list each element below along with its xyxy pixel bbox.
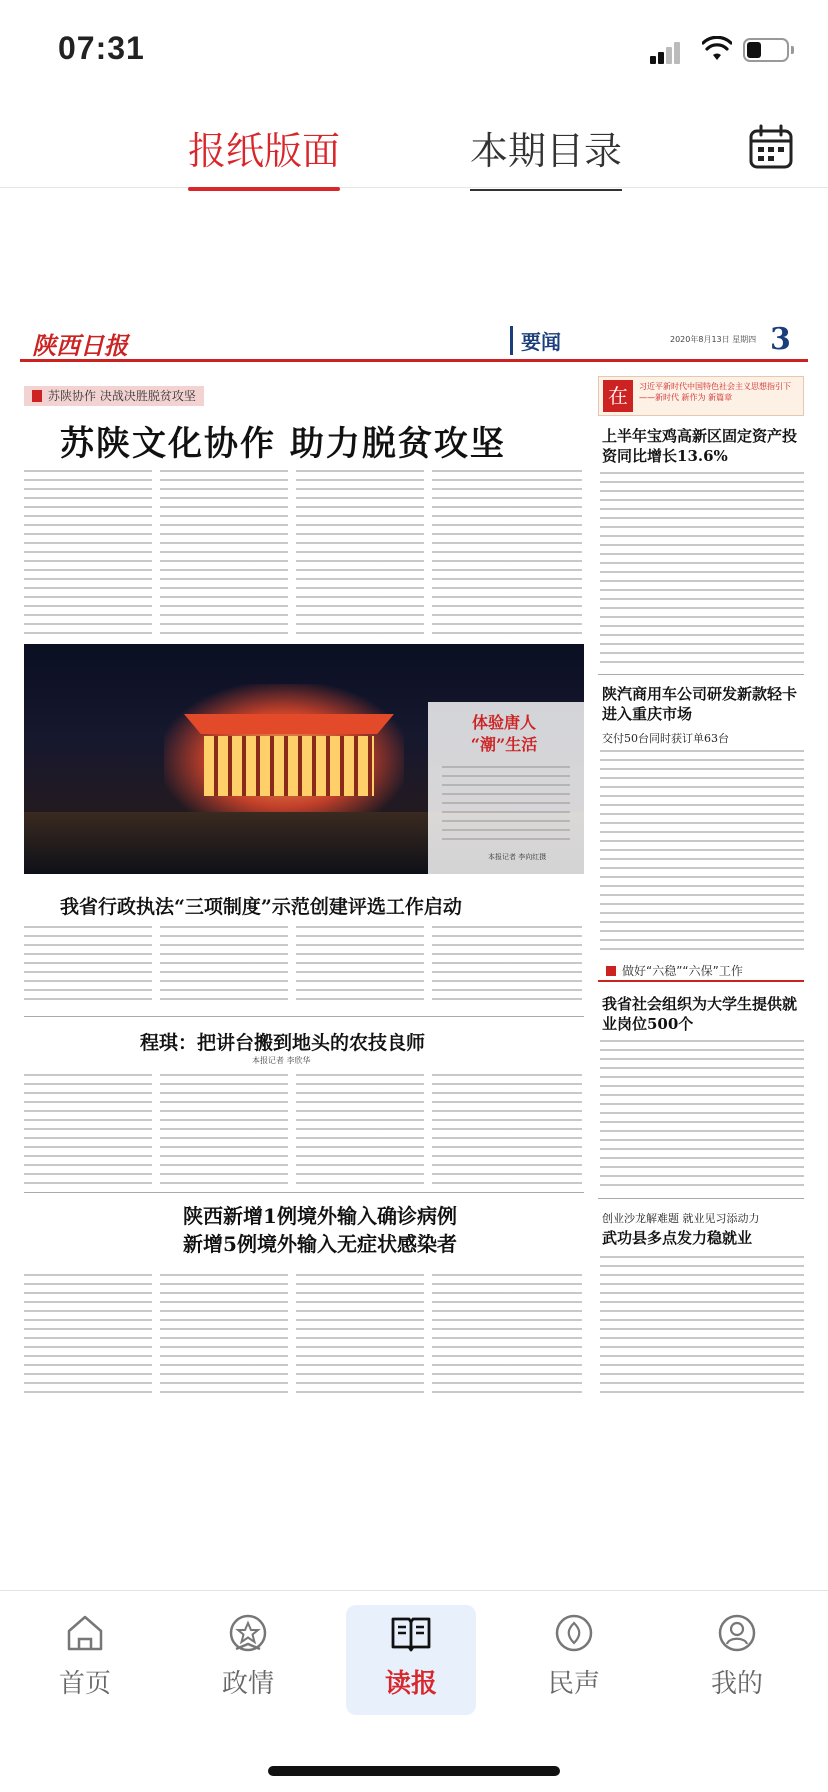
- article-body: [24, 470, 152, 636]
- home-indicator[interactable]: [268, 1766, 560, 1776]
- nav-label: 首页: [58, 1669, 111, 1699]
- photo-caption-line-1: 体验唐人: [471, 713, 536, 732]
- page-number: 3: [770, 322, 791, 357]
- book-icon: [389, 1611, 433, 1655]
- article-body: [296, 926, 424, 1006]
- right-story-2[interactable]: 陕汽商用车公司研发新款轻卡进入重庆市场: [602, 685, 798, 723]
- article-body: [160, 470, 288, 636]
- photo-caption-panel: [428, 702, 584, 874]
- article-body: [160, 1274, 288, 1394]
- column-tag: 做好“六稳”“六保”工作: [598, 962, 804, 982]
- headline-third-byline: 本报记者 李欣华: [252, 1056, 311, 1065]
- nav-home[interactable]: [20, 1605, 150, 1715]
- article-body: [600, 1256, 804, 1396]
- nav-read-paper[interactable]: [346, 1605, 476, 1715]
- article-body: [296, 1274, 424, 1394]
- nav-label: 读报: [384, 1669, 437, 1699]
- divider: [24, 1192, 584, 1193]
- megaphone-icon: [552, 1611, 596, 1655]
- article-body: [432, 470, 582, 636]
- divider: [598, 1198, 804, 1199]
- newspaper-logo: 陕西日报: [32, 331, 128, 360]
- headline-main[interactable]: 苏陕文化协作 助力脱贫攻坚: [60, 424, 506, 464]
- article-body: [24, 926, 152, 1006]
- banner-text: 习近平新时代中国特色社会主义思想指引下——新时代 新作为 新篇章: [639, 382, 791, 402]
- divider: [598, 674, 804, 675]
- article-body: [160, 926, 288, 1006]
- header-tabs: [0, 110, 828, 188]
- right-story-4[interactable]: 武功县多点发力稳就业: [602, 1229, 753, 1247]
- nav-label: 政情: [221, 1669, 274, 1699]
- photo-credit: 本报记者 李向红摄: [488, 853, 547, 861]
- battery-icon: [743, 38, 789, 62]
- status-bar: [0, 0, 828, 100]
- section-label: 要闻: [510, 326, 561, 355]
- article-body: [600, 1040, 804, 1190]
- article-body: [432, 926, 582, 1006]
- nav-mine[interactable]: [672, 1605, 802, 1715]
- issue-date: 2020年8月13日 星期四: [670, 335, 757, 344]
- column-banner: [598, 376, 804, 416]
- tab-issue-contents[interactable]: 本期目录: [470, 120, 622, 175]
- headline-third[interactable]: 程琪：把讲台搬到地头的农技良师: [140, 1032, 426, 1054]
- bottom-navigation: [0, 1590, 828, 1792]
- photo-caption-line-2: “潮”生活: [470, 735, 538, 754]
- headline-fourth[interactable]: [120, 1202, 520, 1258]
- photo-caption-title: [444, 712, 564, 756]
- nav-label: 民声: [547, 1669, 600, 1699]
- home-icon: [63, 1611, 107, 1655]
- headline-fourth-line-1: 陕西新增1例境外输入确诊病例: [183, 1204, 457, 1228]
- star-badge-icon: [226, 1611, 270, 1655]
- right-story-1[interactable]: 上半年宝鸡高新区固定资产投资同比增长13.6%: [602, 427, 798, 465]
- article-body: [160, 1074, 288, 1184]
- photo-hall: [204, 736, 374, 796]
- right-story-3[interactable]: 我省社会组织为大学生提供就业岗位500个: [602, 995, 798, 1033]
- article-body: [432, 1074, 582, 1184]
- nav-label: 我的: [710, 1669, 763, 1699]
- status-time: 07:31: [58, 30, 145, 66]
- user-icon: [715, 1611, 759, 1655]
- calendar-icon[interactable]: [748, 124, 794, 170]
- right-story-2-sub: 交付50台同时获订单63台: [602, 732, 729, 745]
- article-body: [432, 1274, 582, 1394]
- tab-newspaper-layout[interactable]: 报纸版面: [188, 120, 340, 175]
- kicker-label: 苏陕协作 决战决胜脱贫攻坚: [24, 386, 204, 406]
- photo-roof: [184, 714, 394, 734]
- banner-char: 在: [603, 380, 633, 412]
- news-photo[interactable]: [24, 644, 584, 874]
- right-story-4-sub: 创业沙龙解难题 就业见习添动力: [602, 1212, 760, 1225]
- nav-politics[interactable]: [183, 1605, 313, 1715]
- headline-fourth-line-2: 新增5例境外输入无症状感染者: [183, 1232, 457, 1256]
- article-body: [24, 1274, 152, 1394]
- wifi-icon: [702, 36, 732, 62]
- masthead: [20, 322, 808, 362]
- nav-public-voice[interactable]: [509, 1605, 639, 1715]
- newspaper-page[interactable]: [20, 322, 808, 1578]
- article-body: [296, 470, 424, 636]
- divider: [24, 1016, 584, 1017]
- article-body: [296, 1074, 424, 1184]
- headline-second[interactable]: 我省行政执法“三项制度”示范创建评选工作启动: [60, 896, 462, 918]
- article-body: [600, 472, 804, 666]
- photo-caption-text: [442, 766, 570, 846]
- article-body: [24, 1074, 152, 1184]
- cellular-signal-icon: [650, 40, 682, 64]
- article-body: [600, 750, 804, 950]
